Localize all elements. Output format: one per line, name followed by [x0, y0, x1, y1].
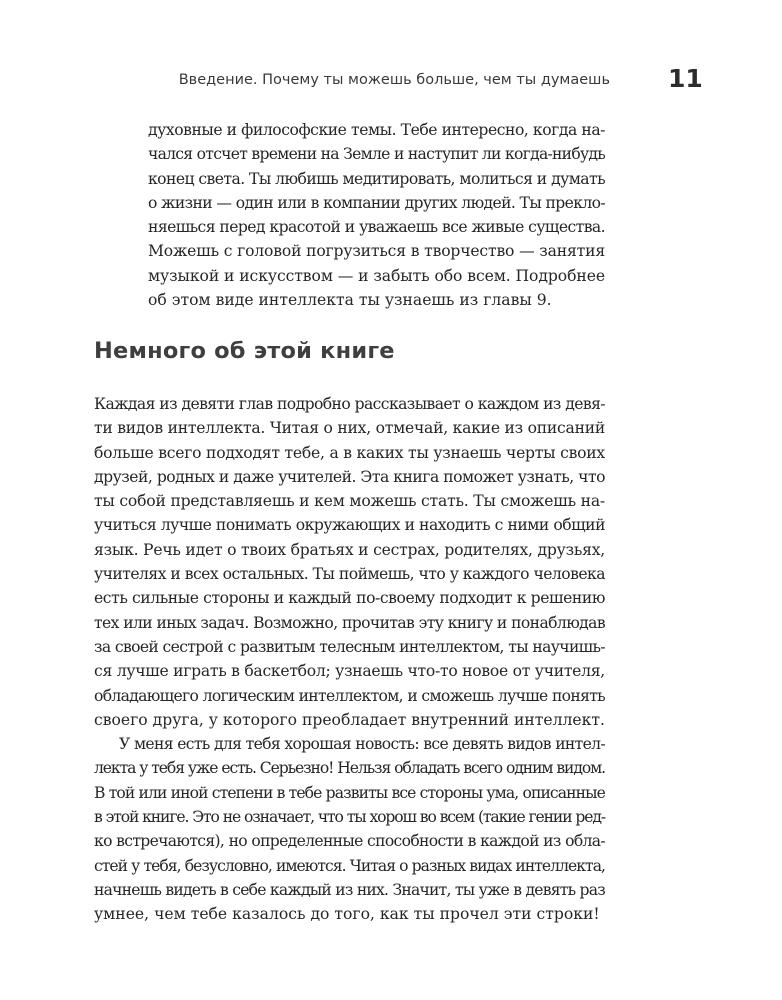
- text-line: ти видов интеллекта. Читая о них, отмечай, какие из описаний: [94, 419, 605, 438]
- text-line: конец света. Ты любишь медитировать, молиться и думать: [148, 169, 605, 188]
- text-line: обладающего логическим интеллектом, и сможешь лучше понять: [94, 686, 605, 705]
- text-line: ты собой представляешь и кем можешь стать. Ты сможешь на-: [94, 492, 605, 511]
- text-line: за своей сестрой с развитым телесным интеллектом, ты научишь-: [94, 637, 605, 656]
- paragraph-1: [94, 392, 605, 732]
- text-line: чался отсчет времени на Земле и наступит ли когда-нибудь: [148, 145, 605, 164]
- page-number: 11: [668, 64, 703, 93]
- text-line: лекта у тебя уже есть. Серьезно! Нельзя обладать всего одним видом.: [94, 759, 605, 778]
- main-text-block: [94, 392, 605, 927]
- text-line: о жизни — один или в компании других людей. Ты прекло-: [148, 193, 605, 212]
- text-line: есть сильные стороны и каждый по-своему подходит к решению: [94, 589, 605, 608]
- text-line: больше всего подходят тебе, а в каких ты узнаешь черты своих: [94, 443, 605, 462]
- text-line: В той или иной степени в тебе развиты все стороны ума, описанные: [94, 783, 605, 802]
- text-line: друзей, родных и даже учителей. Эта книга поможет узнать, что: [94, 467, 605, 486]
- running-header: [0, 64, 782, 94]
- text-line: умнее, чем тебе казалось до того, как ты прочел эти строки!: [94, 905, 600, 924]
- text-line: ся лучше играть в баскетбол; узнаешь что-то новое от учителя,: [94, 662, 605, 681]
- text-line: тех или иных задач. Возможно, прочитав эту книгу и понаблюдав: [94, 613, 605, 632]
- text-line: об этом виде интеллекта ты узнаешь из главы 9.: [148, 291, 552, 310]
- text-line: своего друга, у которого преобладает внутренний интеллект.: [94, 710, 605, 729]
- text-line: учителях и всех остальных. Ты поймешь, что у каждого человека: [94, 565, 605, 584]
- intro-text-block: [148, 118, 605, 312]
- text-line: язык. Речь идет о твоих братьях и сестрах, родителях, друзьях,: [94, 540, 605, 559]
- text-line: учиться лучше понимать окружающих и находить с ними общий: [94, 516, 605, 535]
- running-title: Введение. Почему ты можешь больше, чем ты думаешь: [178, 72, 610, 88]
- text-line: начнешь видеть в себе каждый из них. Значит, ты уже в девять раз: [94, 880, 605, 899]
- text-line: Каждая из девяти глав подробно рассказывает о каждом из девя-: [94, 395, 605, 413]
- text-line: У меня есть для тебя хорошая новость: все девять видов интел-: [119, 735, 605, 754]
- text-line: в этой книге. Это не означает, что ты хорош во всем (такие гении ред-: [94, 808, 605, 827]
- paragraph-2: [94, 732, 605, 926]
- text-line: музыкой и искусством — и забыть обо всем. Подробнее: [148, 266, 605, 285]
- text-line: духовные и философские темы. Тебе интересно, когда на-: [148, 121, 605, 139]
- text-line: ко встречаются), но определенные способности в каждой из обла-: [94, 832, 605, 851]
- text-line: Можешь с головой погрузиться в творчество — занятия: [148, 242, 605, 261]
- text-line: няешься перед красотой и уважаешь все живые существа.: [148, 218, 605, 237]
- section-heading: Немного об этой книге: [94, 338, 395, 364]
- text-line: стей у тебя, безусловно, имеются. Читая о разных видах интеллекта,: [94, 856, 605, 875]
